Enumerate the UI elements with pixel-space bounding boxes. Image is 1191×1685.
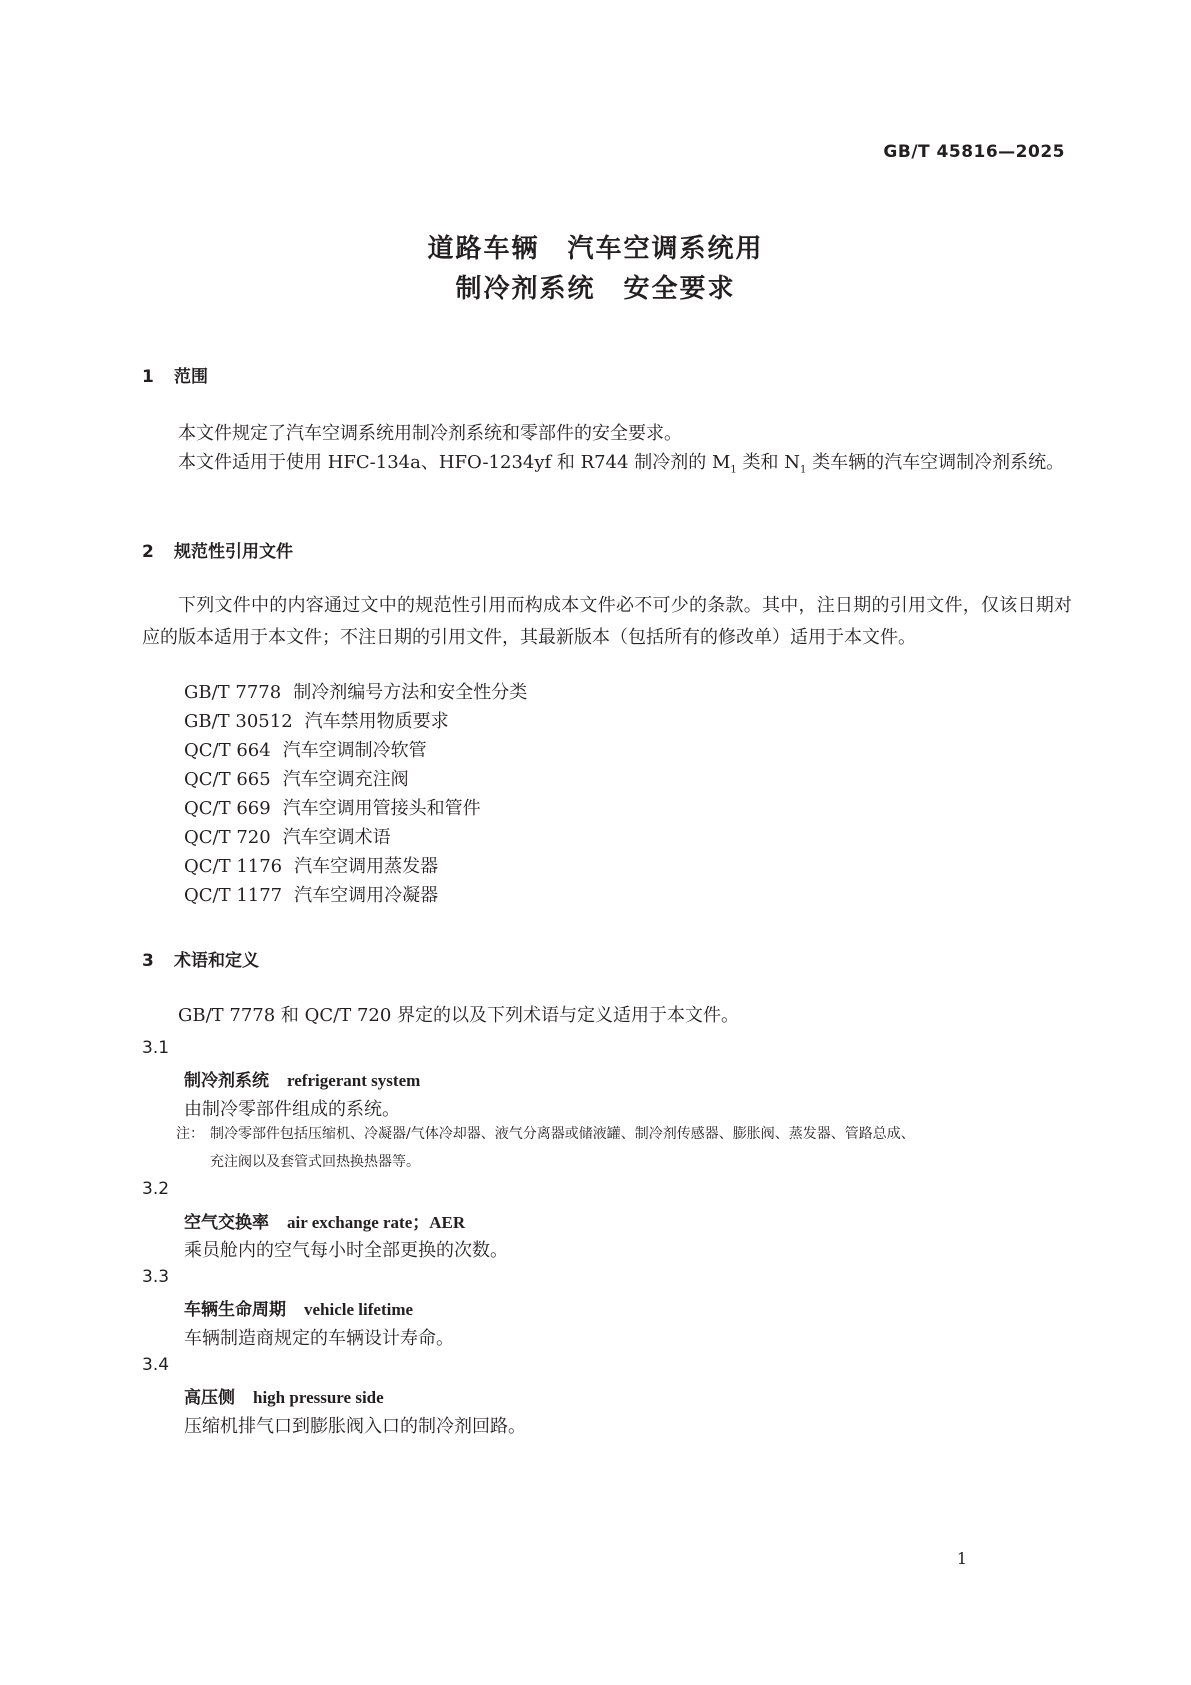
page-number: 1 [956, 1549, 967, 1568]
references-intro: 下列文件中的内容通过文中的规范性引用而构成本文件必不可少的条款。其中，注日期的引用文件，仅该日期对应的版本适用于本文件；不注日期的引用文件，其最新版本（包括所有的修改单）适用于本文件。 [142, 595, 1072, 648]
note-text-line-1: 制冷零部件包括压缩机、冷凝器/气体冷却器、液气分离器或储液罐、制冷剂传感器、膨胀阀、蒸发器、管路总成、 [210, 1126, 915, 1142]
reference-title: 汽车空调用蒸发器 [294, 856, 439, 877]
term-number: 3.3 [142, 1267, 170, 1287]
reference-title: 汽车空调用管接头和管件 [282, 798, 481, 819]
term-english: high pressure side [253, 1388, 384, 1407]
section-number: 1 [142, 367, 154, 387]
n1-subscript: 1 [799, 464, 807, 476]
term-chinese: 空气交换率 [184, 1213, 269, 1233]
section-2-heading [142, 537, 293, 562]
term-number: 3.1 [142, 1038, 170, 1058]
reference-code: QC/T 665 [184, 769, 271, 790]
section-title: 术语和定义 [174, 951, 259, 971]
scope-text-part-a: 本文件适用于使用 HFC-134a、HFO-1234yf 和 R744 制冷剂的 M [178, 452, 731, 473]
reference-item [184, 706, 449, 738]
reference-item [184, 851, 438, 883]
reference-title: 汽车空调用冷凝器 [294, 885, 439, 906]
term-chinese: 制冷剂系统 [184, 1071, 269, 1091]
note-label: 注： [176, 1126, 204, 1142]
term-english: vehicle lifetime [304, 1300, 414, 1319]
reference-item [184, 880, 438, 912]
reference-code: GB/T 30512 [184, 711, 293, 732]
reference-title: 汽车空调术语 [282, 827, 391, 848]
scope-paragraph-2 [142, 447, 1072, 487]
section-title: 范围 [174, 367, 208, 387]
section-number: 3 [142, 951, 154, 971]
term-heading [184, 1383, 384, 1408]
term-heading [184, 1066, 420, 1091]
reference-code: GB/T 7778 [184, 682, 282, 703]
reference-item [184, 793, 481, 825]
reference-item [184, 735, 427, 767]
reference-item [184, 822, 391, 854]
standard-number: GB/T 45816—2025 [883, 142, 1065, 162]
section-1-heading [142, 362, 208, 387]
reference-title: 汽车空调充注阀 [282, 769, 409, 790]
reference-title: 制冷剂编号方法和安全性分类 [293, 682, 528, 703]
term-english: refrigerant system [287, 1071, 421, 1090]
reference-code: QC/T 1177 [184, 885, 283, 906]
term-definition: 由制冷零部件组成的系统。 [184, 1099, 400, 1120]
m1-subscript: 1 [730, 464, 737, 476]
document-title-line-1: 道路车辆 汽车空调系统用 [427, 234, 764, 264]
term-heading [184, 1208, 465, 1233]
section-3-heading [142, 946, 259, 971]
term-number: 3.2 [142, 1179, 170, 1199]
document-title-line-2: 制冷剂系统 安全要求 [455, 274, 736, 304]
term-chinese: 车辆生命周期 [184, 1300, 286, 1320]
reference-item [184, 764, 409, 796]
reference-code: QC/T 669 [184, 798, 271, 819]
term-number: 3.4 [142, 1355, 170, 1375]
reference-title: 汽车禁用物质要求 [304, 711, 449, 732]
reference-code: QC/T 1176 [184, 856, 283, 877]
section-title: 规范性引用文件 [174, 542, 293, 562]
reference-code: QC/T 664 [184, 740, 271, 761]
terms-intro: GB/T 7778 和 QC/T 720 界定的以及下列术语与定义适用于本文件。 [178, 1005, 740, 1026]
reference-title: 汽车空调制冷软管 [282, 740, 427, 761]
term-english: air exchange rate；AER [287, 1213, 466, 1232]
reference-item [184, 677, 527, 709]
term-chinese: 高压侧 [184, 1388, 235, 1408]
term-note [176, 1120, 1076, 1176]
reference-code: QC/T 720 [184, 827, 271, 848]
section-number: 2 [142, 542, 154, 562]
term-definition: 乘员舱内的空气每小时全部更换的次数。 [184, 1240, 508, 1261]
term-definition: 车辆制造商规定的车辆设计寿命。 [184, 1328, 454, 1349]
scope-text-part-b: 类和 N [736, 452, 800, 473]
term-definition: 压缩机排气口到膨胀阀入口的制冷剂回路。 [184, 1416, 526, 1437]
scope-text-part-c: 类车辆的汽车空调制冷剂系统。 [806, 452, 1065, 473]
scope-paragraph-1: 本文件规定了汽车空调系统用制冷剂系统和零部件的安全要求。 [178, 423, 682, 444]
term-heading [184, 1295, 413, 1320]
note-text-line-2: 充注阀以及套管式回热换热器等。 [210, 1154, 420, 1170]
